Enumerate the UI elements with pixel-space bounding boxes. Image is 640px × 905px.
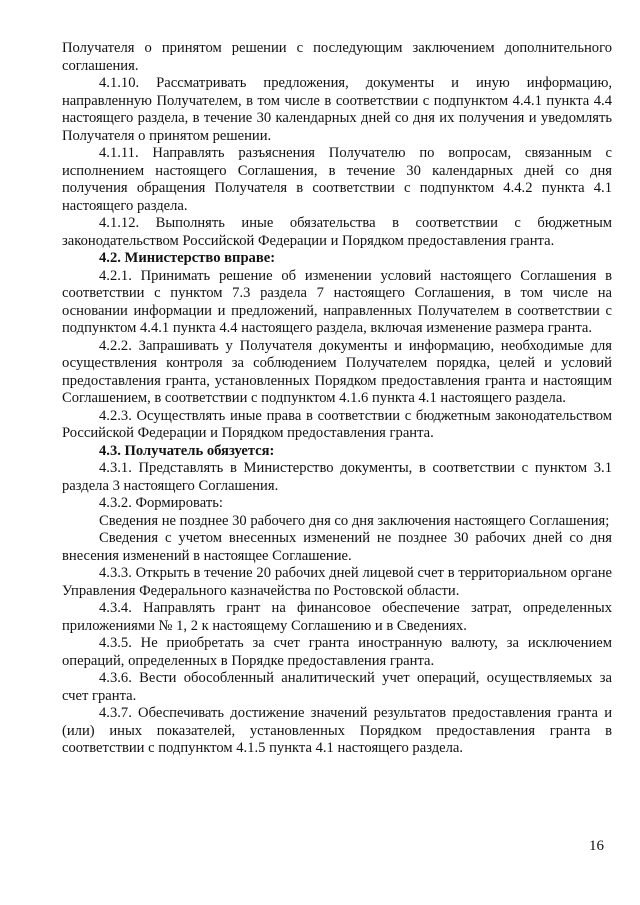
paragraph: 4.3.1. Представлять в Министерство документы, в соответствии с пунктом 3.1 раздела 3 настоящего Соглашения. (62, 460, 612, 494)
paragraph: 4.2.2. Запрашивать у Получателя документы и информацию, необходимые для осуществления контроля за соблюдением Получателем порядка, целей и условий предоставления гранта, установленных Порядком предоставления гранта и настоящим Соглашением, в соответствии с подпунктом 4.1.6 пункта 4.1 настоящего раздела. (62, 337, 612, 406)
paragraph: 4.3.3. Открыть в течение 20 рабочих дней лицевой счет в территориальном органе Управления Федерального казначейства по Ростовской области. (62, 565, 612, 599)
paragraph: Сведения с учетом внесенных изменений не позднее 30 рабочих дней со дня внесения изменений в настоящее Соглашение. (62, 530, 612, 564)
paragraph: 4.1.10. Рассматривать предложения, документы и иную информацию, направленную Получателем, в том числе в соответствии с подпунктом 4.4.1 пункта 4.4 настоящего раздела, в течение 30 календарных дней со дня их получения и уведомлять Получателя о принятом решении. (62, 75, 612, 144)
paragraph: 4.3.7. Обеспечивать достижение значений результатов предоставления гранта и (или) иных показателей, установленных Порядком предоставления гранта в соответствии с подпунктом 4.1.5 пункта 4.1 настоящего раздела. (62, 705, 612, 756)
document-page (62, 40, 612, 758)
page-number: 16 (589, 838, 604, 854)
paragraph: Сведения не позднее 30 рабочего дня со дня заключения настоящего Соглашения; (99, 512, 610, 529)
paragraph: 4.1.11. Направлять разъяснения Получателю по вопросам, связанным с исполнением настоящего Соглашения, в течение 30 календарных дней со дня получения обращения Получателя в соответствии с подпунктом 4.4.2 пункта 4.1 настоящего раздела. (62, 145, 612, 214)
paragraph: 4.3.6. Вести обособленный аналитический учет операций, осуществляемых за счет гранта. (62, 670, 612, 704)
paragraph: Получателя о принятом решении с последующим заключением дополнительного соглашения. (62, 40, 612, 74)
paragraph: 4.3.4. Направлять грант на финансовое обеспечение затрат, определенных приложениями № 1, 2 к настоящему Соглашению и в Сведениях. (62, 600, 612, 634)
paragraph: 4.3.5. Не приобретать за счет гранта иностранную валюту, за исключением операций, определенных в Порядке предоставления гранта. (62, 635, 612, 669)
section-heading: 4.3. Получатель обязуется: (99, 442, 275, 459)
paragraph: 4.2.1. Принимать решение об изменении условий настоящего Соглашения в соответствии с пунктом 7.3 раздела 7 настоящего Соглашения, в том числе на основании информации и предложений, направленных Получателем в соответствии с подпунктом 4.4.1 пункта 4.4 настоящего раздела, включая изменение размера гранта. (62, 267, 612, 336)
paragraph: 4.2.3. Осуществлять иные права в соответствии с бюджетным законодательством Российской Федерации и Порядком предоставления гранта. (62, 407, 612, 441)
paragraph: 4.3.2. Формировать: (99, 495, 223, 511)
section-heading: 4.2. Министерство вправе: (99, 250, 276, 266)
paragraph: 4.1.12. Выполнять иные обязательства в соответствии с бюджетным законодательством Российской Федерации и Порядком предоставления гранта. (62, 215, 612, 249)
